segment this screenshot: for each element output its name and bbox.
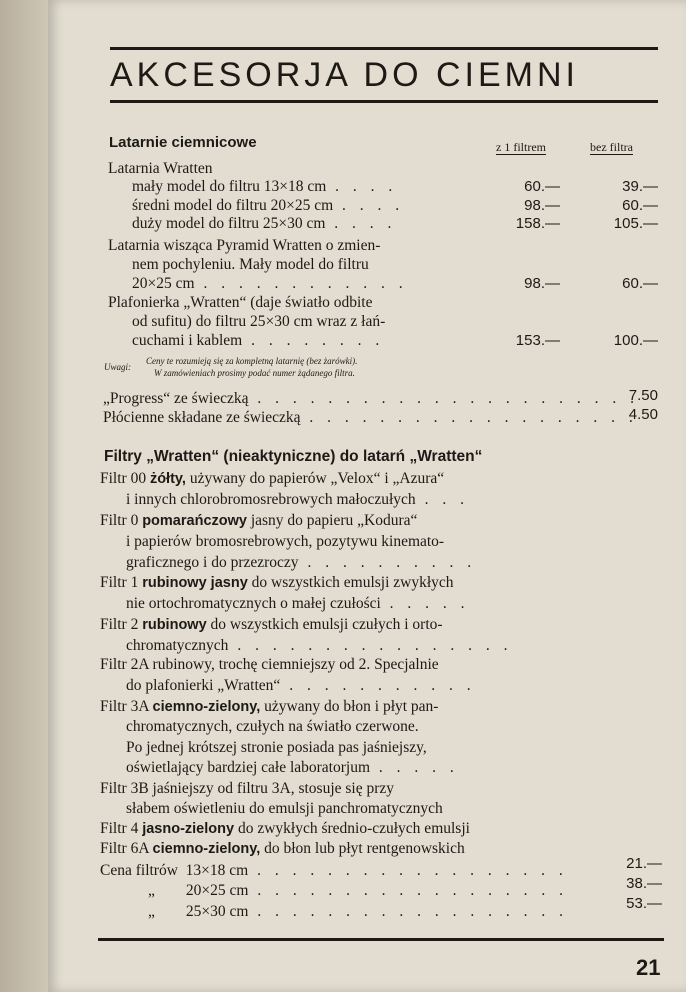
price: 4.50 xyxy=(628,406,658,423)
text-line: Cena filtrów 13×18 cm . . . . . . . . . . . . . . . . . . xyxy=(100,862,568,879)
column-header-with-filter: z 1 filtrem xyxy=(496,140,546,154)
book-spine xyxy=(0,0,48,992)
text-line: „ 25×30 cm . . . . . . . . . . . . . . . . . . xyxy=(148,903,568,920)
note-line: Ceny te rozumieją się za kompletną latarnię (bez żarówki). xyxy=(146,356,358,366)
filter-line: i innych chlorobromosrebrowych małoczułych . . . xyxy=(126,491,469,508)
price-without-filter: 100.— xyxy=(613,332,658,349)
price-without-filter: 105.— xyxy=(613,215,658,232)
text-line: duży model do filtru 25×30 cm . . . . xyxy=(132,215,397,232)
text-line: cuchami i kablem . . . . . . . . xyxy=(132,332,385,349)
filter-line: do plafonierki „Wratten“ . . . . . . . . . . . xyxy=(126,677,476,694)
filter-price: 38.— xyxy=(626,875,662,892)
filter-line: Filtr 3A ciemno-zielony, używany do błon i płyt pan- xyxy=(100,698,439,715)
text-line: Latarnia Wratten xyxy=(108,160,213,177)
title-rule-top xyxy=(110,47,658,50)
filter-line: i papierów bromosrebrowych, pozytywu kinemato- xyxy=(126,533,445,550)
text-line: Latarnia wisząca Pyramid Wratten o zmien- xyxy=(108,237,381,254)
text-line: „Progress“ ze świeczką . . . . . . . . . . . . . . . . . . . . . . xyxy=(103,390,639,407)
price-with-filter: 158.— xyxy=(515,215,560,232)
filter-line: Po jednej krótszej stronie posiada pas jaśniejszy, xyxy=(126,739,427,756)
filter-line: Filtr 2A rubinowy, trochę ciemniejszy od 2. Specjalnie xyxy=(100,656,439,673)
text-line: „ 20×25 cm . . . . . . . . . . . . . . . . . . xyxy=(148,882,568,899)
price-with-filter: 153.— xyxy=(515,332,560,349)
title-rule-bottom xyxy=(110,100,658,103)
filter-line: graficznego i do przezroczy . . . . . . . . . . xyxy=(126,554,477,571)
price-without-filter: 60.— xyxy=(622,275,658,292)
filter-line: Filtr 0 pomarańczowy jasny do papieru „Kodura“ xyxy=(100,512,418,529)
note-label: Uwagi: xyxy=(104,362,131,372)
filter-line: Filtr 4 jasno-zielony do zwykłych średnio-czułych emulsji xyxy=(100,820,470,837)
price-with-filter: 98.— xyxy=(524,275,560,292)
filter-line: Filtr 6A ciemno-zielony, do błon lub płyt rentgenowskich xyxy=(100,840,465,857)
filter-line: chromatycznych . . . . . . . . . . . . . . . . xyxy=(126,637,513,654)
text-line: średni model do filtru 20×25 cm . . . . xyxy=(132,197,405,214)
filter-line: Filtr 1 rubinowy jasny do wszystkich emulsji zwykłych xyxy=(100,574,454,591)
footer-rule xyxy=(98,938,664,941)
text-line: Plafonierka „Wratten“ (daje światło odbite xyxy=(108,294,373,311)
price-with-filter: 60.— xyxy=(524,178,560,195)
price-without-filter: 39.— xyxy=(622,178,658,195)
filter-line: nie ortochromatycznych o małej czułości . . . . . xyxy=(126,595,470,612)
text-line: 20×25 cm . . . . . . . . . . . . xyxy=(132,275,408,292)
filter-line: oświetlający bardziej całe laboratorjum . . . . . xyxy=(126,759,459,776)
filter-line: Filtr 2 rubinowy do wszystkich emulsji czułych i orto- xyxy=(100,616,443,633)
price-without-filter: 60.— xyxy=(622,197,658,214)
page-title: AKCESORJA DO CIEMNI xyxy=(110,56,579,94)
price: 7.50 xyxy=(628,387,658,404)
text-line: od sufitu) do filtru 25×30 cm wraz z łań- xyxy=(132,313,386,330)
filter-price: 21.— xyxy=(626,855,662,872)
column-header-without-filter: bez filtra xyxy=(590,140,633,154)
note-line: W zamówieniach prosimy podać numer żądanego filtra. xyxy=(154,368,355,378)
filter-price: 53.— xyxy=(626,895,662,912)
filter-line: chromatycznych, czułych na światło czerwone. xyxy=(126,718,419,735)
text-line: nem pochyleniu. Mały model do filtru xyxy=(132,256,369,273)
price-with-filter: 98.— xyxy=(524,197,560,214)
filter-line: Filtr 3B jaśniejszy od filtru 3A, stosuje się przy xyxy=(100,780,395,797)
filter-line: Filtr 00 żółty, używany do papierów „Velox“ i „Azura“ xyxy=(100,470,445,487)
text-line: Płócienne składane ze świeczką . . . . . . . . . . . . . . . . . . . xyxy=(103,409,638,426)
section-heading-lanterns: Latarnie ciemnicowe xyxy=(109,134,257,151)
text-line: mały model do filtru 13×18 cm . . . . xyxy=(132,178,398,195)
filter-line: słabem oświetleniu do emulsji panchromatycznych xyxy=(126,800,443,817)
page-number: 21 xyxy=(636,955,661,980)
section-heading-filters: Filtry „Wratten“ (nieaktyniczne) do latarń „Wratten“ xyxy=(104,448,483,465)
